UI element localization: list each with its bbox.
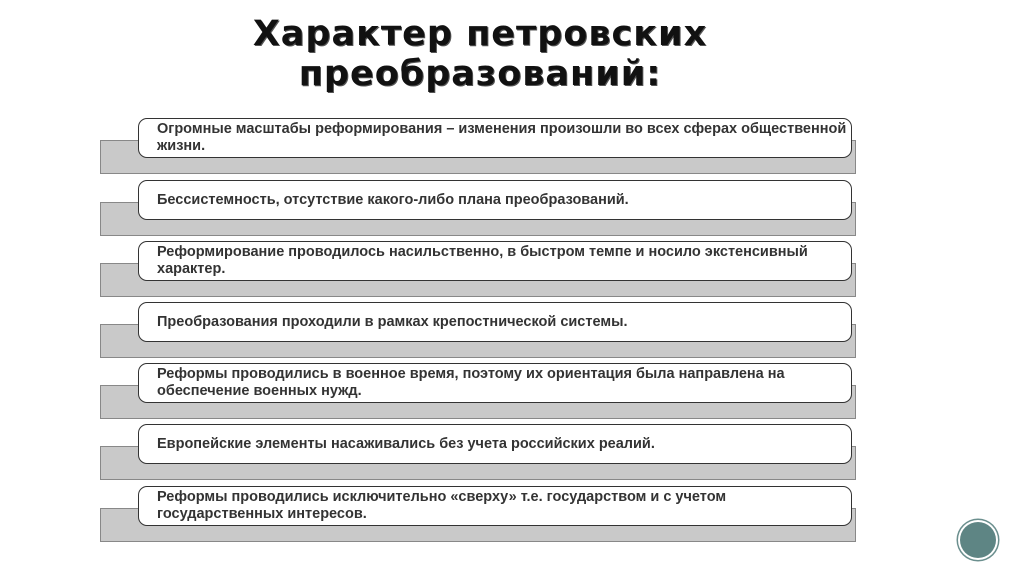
slide-decoration-circle-icon [960,522,996,558]
list-item [100,363,856,419]
title-line-1: Характер петровских [252,14,708,54]
list-item [100,118,856,174]
title-line-2: преобразований: [298,54,662,94]
list-item [100,486,856,542]
item-text: Реформы проводились в военное время, поэтому их ориентация была направлена на обеспечение военных нужд. [138,363,852,403]
list-item [100,180,856,236]
item-text: Преобразования проходили в рамках крепостнической системы. [138,302,852,342]
slide-title [180,14,780,94]
item-text: Европейские элементы насаживались без учета российских реалий. [138,424,852,464]
list-item [100,302,856,358]
item-text: Бессистемность, отсутствие какого-либо плана преобразований. [138,180,852,220]
list-item [100,241,856,297]
item-text: Огромные масштабы реформирования – изменения произошли во всех сферах общественной жизни. [138,118,852,158]
item-text: Реформирование проводилось насильственно, в быстром темпе и носило экстенсивный характер. [138,241,852,281]
item-text: Реформы проводились исключительно «сверху» т.е. государством и с учетом государственных интересов. [138,486,852,526]
list-item [100,424,856,480]
